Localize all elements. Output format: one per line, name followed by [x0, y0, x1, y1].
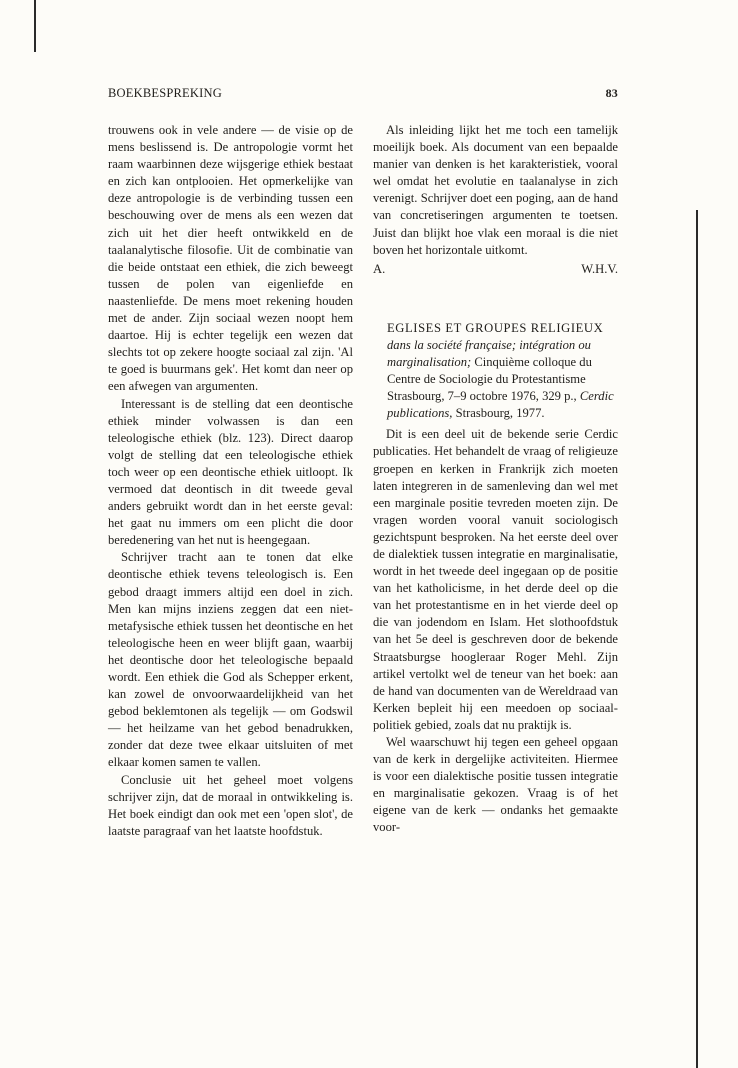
body-paragraph: Schrijver tracht aan te tonen dat elke deontische ethiek tevens teleologisch is. Een gebod draagt immers altijd een doel in zich. Men kan mijns inziens zeggen dat een niet-metafysische ethiek tussen het deontische en het teleologische heen en weer blijft gaan, waarbij het deontische door het teleologische bepaald wordt. Een ethiek die God als Schepper erkent, kan zowel de onvoorwaardelijkheid van het gebod beklemtonen als tegelijk — om Godswil — het heilzame van het gebod benadrukken, zonder dat deze twee elkaar uitsluiten of met elkaar komen samen te vallen.	[108, 550, 353, 770]
book-publisher: Cerdic publications,	[387, 389, 614, 421]
running-header	[108, 86, 618, 101]
book-place-year: Strasbourg, 1977.	[455, 406, 545, 421]
page-number: 83	[605, 86, 618, 100]
right-column	[373, 122, 618, 837]
body-paragraph: Wel waarschuwt hij tegen een geheel opgaan van de kerk in dergelijke activiteiten. Hiermee is voor een dialektische positie tussen integratie en marginalisatie gekozen. Vraag is of het eigene van de kerk — ondanks het gemaakte voor-	[373, 735, 618, 835]
body-paragraph: trouwens ook in vele andere — de visie op de mens beslissend is. De antropologie vormt het raam waarbinnen deze wijsgerige ethiek bestaat en zich kan ontplooien. Het opmerkelijke van deze antropologie is de verbinding tussen een beschouwing over de mens als een wezen dat zich uit het dier heeft ontwikkeld en de taalanalytische filosofie. Uit de combinatie van die beide ontstaat een ethiek, die zich beweegt tussen de polen van eigenliefde en naastenliefde. De mens moet rekening houden met de ander. Zijn sociaal wezen noopt hem daartoe. Hij is echter tegelijk een wezen dat slechts tot op zekere hoogte sociaal zal zijn. 'Al te goed is buurmans gek'. Het komt dan neer op een afwegen van argumenten.	[108, 123, 353, 394]
left-column	[108, 122, 353, 840]
book-title: EGLISES ET GROUPES RELIGIEUX	[387, 320, 604, 335]
review-signature	[373, 261, 618, 278]
review-closing-paragraph: Als inleiding lijkt het me toch een tamelijk moeilijk boek. Als document van een bepaalde manier van denken is het karakteristiek, vooral wel omdat het evolutie en taalanalyse in zich verenigt. Schrijver doet een poging, aan de hand van concretiseringen argumenten te toetsen. Juist dan blijkt hoe vlak een moraal is die niet boven het horizontale uitkomt.	[373, 123, 618, 257]
body-paragraph: Dit is een deel uit de bekende serie Cerdic publicaties. Het behandelt de vraag of religieuze groepen en kerken in Frankrijk zich moeten laten integreren in de samenleving dan wel met een marginale positie tevreden moeten zijn. De vragen worden vooral vanuit sociologisch gezichtspunt besproken. Na het eerste deel over de dialektiek tussen integratie en marginalisatie, wordt in het tweede deel ingegaan op de positie van het katholicisme, in het derde deel op die van het protestantisme en in het vierde deel op die van jodendom en Islam. Het slothoofdstuk van het 5e deel is geschreven door de bekende Straatsburgse hoogleraar Roger Mehl. Zijn artikel vertolkt wel de teneur van het boek: aan de hand van documenten van de Wereldraad van Kerken bepleit hij een meedoen op sociaal-politiek gebied, zoals dat nu praktijk is.	[373, 427, 618, 732]
book-reference	[387, 320, 618, 423]
reviewer-initials: W.H.V.	[581, 261, 618, 276]
signature-initial: A.	[373, 261, 386, 276]
book-subtitle: dans la société française; intégration ou marginalisation;	[387, 337, 591, 369]
page-edge-line-left	[34, 0, 36, 52]
body-paragraph: Conclusie uit het geheel moet volgens schrijver zijn, dat de moraal in ontwikkeling is. Het boek eindigt dan ook met een 'open slot', de laatste paragraaf van het laatste hoofdstuk.	[108, 772, 353, 838]
book-series-info: Cinquième colloque du Centre de Sociologie du Protestantisme Strasbourg, 7–9 octobre 1976, 329 p.,	[387, 354, 592, 404]
body-paragraph: Interessant is de stelling dat een deontische ethiek minder volwassen is dan een teleologische ethiek (blz. 123). Direct daarop volgt de stelling dat een teleologische ethiek toch weer op een deontische ethiek uitloopt. Ik vermoed dat deontisch in dit tweede geval anders gebruikt wordt dan in het eerste geval: het gaat nu immers om een plicht die door beredenering van het nut is heengegaan.	[108, 396, 353, 548]
page-edge-line-right	[696, 210, 698, 1068]
section-title: BOEKBESPREKING	[108, 86, 222, 100]
